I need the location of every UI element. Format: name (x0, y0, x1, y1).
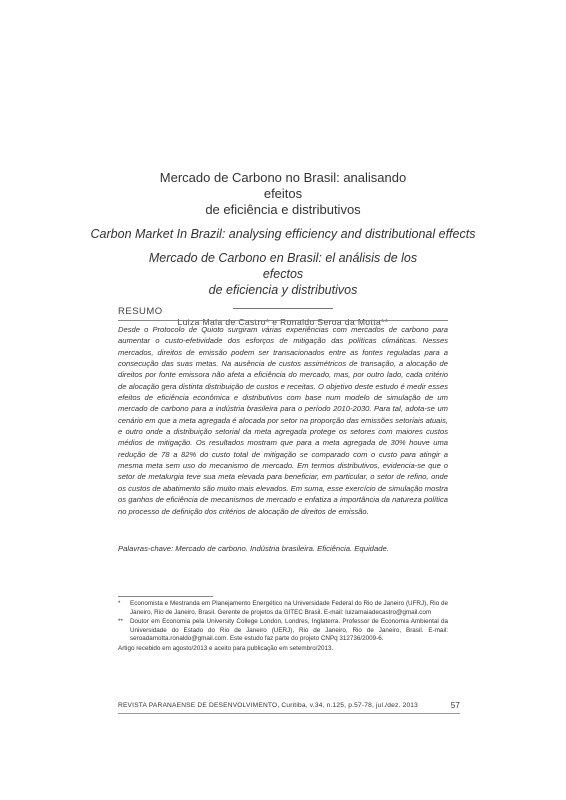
title-pt-line-2: de eficiência e distributivos (205, 202, 361, 217)
title-english: Carbon Market In Brazil: analysing efficiency and distributional effects (90, 227, 476, 241)
abstract-text: Desde o Protocolo de Quioto surgiram várias experiências com mercados de carbono para aumentar o custo-efetividade dos esforços de mitigação das políticas climáticas. Nesses mercados, direitos de emissão podem ser transacionados entre as fontes reguladas para a consecução das suas metas. Na ausência de custos assimétricos de transação, a alocação de direitos por fonte emissora não afeta a eficiência do mercado, mas, por outro lado, cada critério de alocação gera distinta distribuição de custos e receitas. O objetivo deste estudo é medir esses efeitos de eficiência econômica e distributivos com base num modelo de simulação de um mercado de carbono para a indústria brasileira para o período 2010-2030. Para tal, adota-se um cenário em que a meta agregada é alocada por setor na proporção das emissões setoriais atuais, e outro onde a distribuição setorial da meta agregada protege os setores com maiores custos médios de mitigação. Os resultados mostram que para a meta agregada de 30% houve uma redução de 78 a 82% do custo total de mitigação se comparado com o custo para atingir a mesma meta sem uso do mecanismo de mercado. Em termos distributivos, evidencia-se que o setor de metalurgia teve sua meta elevada para beneficiar, em particular, o setor de refino, onde os custos de abatimento são muito mais elevados. Em suma, esse exercício de simulação mostra os ganhos de eficiência de mecanismos de mercado e enfatiza a importância da natureza política no processo de definição dos critérios de alocação de direitos de emissão. (118, 325, 448, 516)
keywords: Palavras-chave: Mercado de carbono. Indústria brasileira. Eficiência. Equidade. (118, 544, 389, 553)
authors: Luiza Maia de Castro* e Ronaldo Seroa da Motta** (177, 317, 389, 327)
title-portuguese (0, 170, 566, 218)
title-es-line-2: de eficiencia y distributivos (208, 283, 358, 297)
page-number: 57 (450, 701, 460, 710)
footnote-2-mark: ** (118, 618, 123, 626)
footer-rule (118, 713, 460, 714)
resumo-rule (118, 320, 448, 321)
title-pt-line-1: Mercado de Carbono no Brasil: analisando efeitos (159, 170, 407, 201)
footnote-1-mark: * (118, 600, 121, 607)
resumo-heading: RESUMO (118, 306, 163, 317)
footnote-rule (118, 596, 213, 597)
footnote-2-text: Doutor em Economia pela University College London, Londres, Inglaterra. Professor de Economia Ambiental da Universidade do Estado do Rio de Janeiro (UERJ), Rio de Janeiro, Rio de Janeiro, Brasil. E-mail: seroadamotta.ronaldo@gmail.com. Este estudo faz parte do projeto CNPq 312736/2009-6. (130, 618, 448, 643)
received-note: Artigo recebido em agosto/2013 e aceito para publicação em setembro/2013. (118, 644, 334, 652)
title-block (0, 170, 566, 327)
title-divider (233, 308, 333, 309)
footnote-2 (118, 618, 448, 644)
journal-citation: REVISTA PARANAENSE DE DESENVOLVIMENTO, Curitiba, v.34, n.125, p.57-78, jul./dez. 2013 (118, 702, 419, 709)
title-es-line-1: Mercado de Carbono en Brasil: el análisis de los efectos (148, 251, 418, 281)
footnote-1-text: Economista e Mestranda em Planejamento Energético na Universidade Federal do Rio de Janeiro (UFRJ), Rio de Janeiro, Rio de Janeiro, Brasil. Gerente de projetos da GITEC Brasil. E-mail: luizamaiadecastro@gmail.com (130, 600, 448, 616)
footnote-1 (118, 600, 448, 617)
footnotes (118, 600, 448, 654)
title-spanish (0, 250, 566, 298)
